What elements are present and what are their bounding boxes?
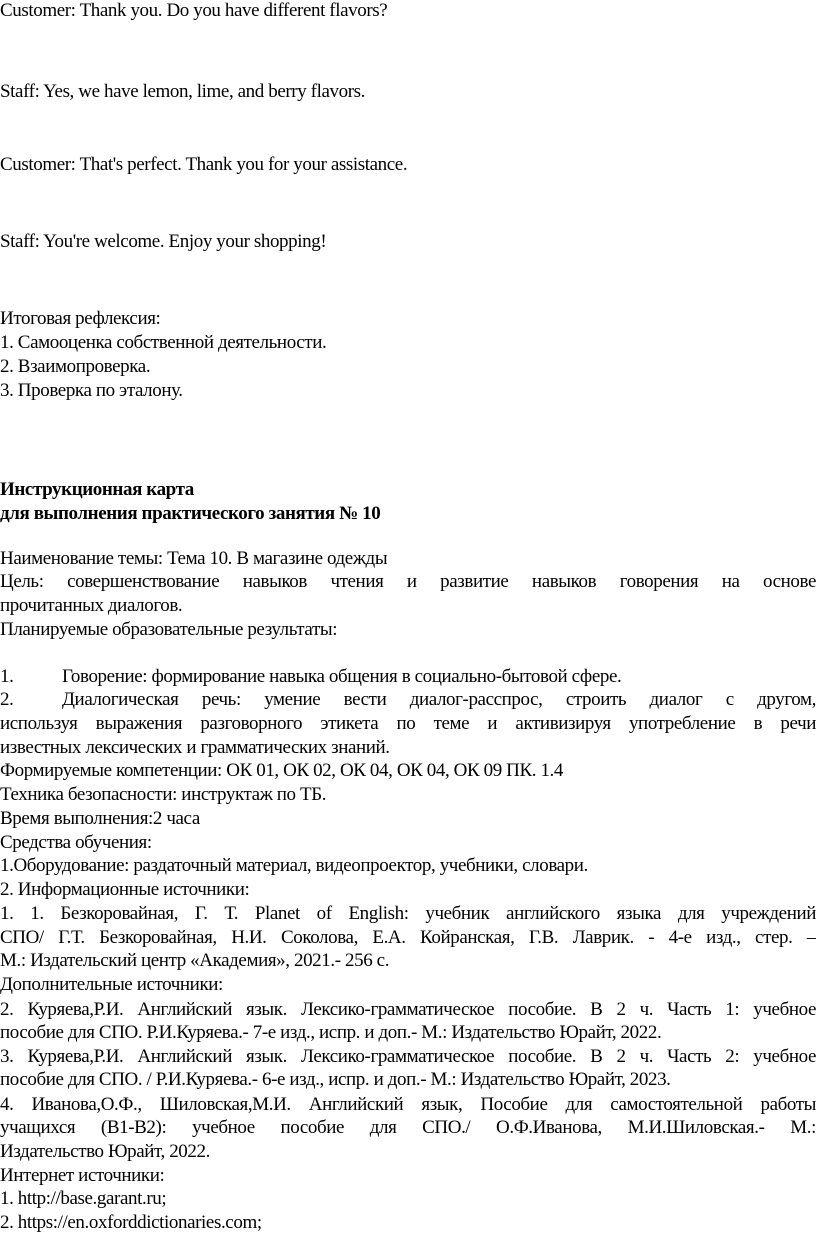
internet-title: Интернет источники: [0, 1165, 165, 1186]
heading-line-2: для выполнения практического занятия № 10 [0, 503, 381, 524]
main-source-line: СПО/ Г.Т. Безкоровайная, Н.И. Соколова, Е.А. Койранская, Г.В. Лаврик. - 4-е изд., стер. – [0, 927, 816, 948]
reflection-title: Итоговая рефлексия: [0, 308, 161, 329]
extra-source-line: пособие для СПО. Р.И.Куряева.- 7-е изд., испр. и доп.- М.: Издательство Юрайт, 2022. [0, 1022, 662, 1043]
goal-line: прочитанных диалогов. [0, 595, 183, 616]
heading-line-1: Инструкционная карта [0, 479, 194, 500]
internet-link[interactable]: 1. http://base.garant.ru; [0, 1188, 167, 1209]
competencies: Формируемые компетенции: ОК 01, ОК 02, ОК 04, ОК 04, ОК 09 ПК. 1.4 [0, 760, 563, 781]
means-title: Средства обучения: [0, 832, 152, 853]
extra-source-line: учащихся (В1-В2): учебное пособие для СПО./ О.Ф.Иванова, М.И.Шиловская.- М.: [0, 1117, 816, 1138]
internet-link[interactable]: 2. https://en.oxforddictionaries.com; [0, 1212, 262, 1233]
reflection-item: 1. Самооценка собственной деятельности. [0, 332, 327, 353]
main-source-line: 1. 1. Безкоровайная, Г. Т. Planet of English: учебник английского языка для учреждений [0, 903, 816, 924]
reflection-item: 3. Проверка по эталону. [0, 380, 183, 401]
extra-source-line: 3. Куряева,Р.И. Английский язык. Лексико-грамматическое пособие. В 2 ч. Часть 2: учебное [0, 1046, 816, 1067]
goal-line: Цель: совершенствование навыков чтения и развитие навыков говорения на основе [0, 571, 816, 592]
result-item [0, 689, 816, 711]
result-number: 2. [0, 689, 14, 710]
dialogue-line: Customer: That's perfect. Thank you for your assistance. [0, 154, 408, 175]
extra-source-line: 2. Куряева,Р.И. Английский язык. Лексико-грамматическое пособие. В 2 ч. Часть 1: учебное [0, 999, 816, 1020]
extra-source-line: 4. Иванова,О.Ф., Шиловская,М.И. Английский язык, Пособие для самостоятельной работы [0, 1094, 816, 1115]
info-title: 2. Информационные источники: [0, 879, 250, 900]
time: Время выполнения:2 часа [0, 808, 200, 829]
result-number: 1. [0, 666, 14, 687]
extra-source-line: пособие для СПО. / Р.И.Куряева.- 6-е изд., испр. и доп.- М.: Издательство Юрайт, 2023. [0, 1069, 671, 1090]
result-text: Диалогическая речь: умение вести диалог-расспрос, строить диалог с другом, [62, 689, 816, 710]
main-source-line: М.: Издательский центр «Академия», 2021.- 256 с. [0, 950, 390, 971]
dialogue-line: Staff: Yes, we have lemon, lime, and berry flavors. [0, 81, 365, 102]
dialogue-line: Staff: You're welcome. Enjoy your shopping! [0, 231, 327, 252]
results-title: Планируемые образовательные результаты: [0, 619, 338, 640]
result-text: Говорение: формирование навыка общения в социально-бытовой сфере. [62, 666, 622, 687]
safety: Техника безопасности: инструктаж по ТБ. [0, 784, 327, 805]
topic: Наименование темы: Тема 10. В магазине одежды [0, 548, 388, 569]
result-continuation: известных лексических и грамматических знаний. [0, 737, 390, 758]
extra-source-line: Издательство Юрайт, 2022. [0, 1141, 210, 1162]
extra-title: Дополнительные источники: [0, 974, 223, 995]
result-item [0, 666, 816, 688]
dialogue-line: Customer: Thank you. Do you have different flavors? [0, 0, 388, 21]
equipment: 1.Оборудование: раздаточный материал, видеопроектор, учебники, словари. [0, 855, 588, 876]
reflection-item: 2. Взаимопроверка. [0, 356, 151, 377]
result-continuation: используя выражения разговорного этикета по теме и активизируя употребление в речи [0, 713, 816, 734]
